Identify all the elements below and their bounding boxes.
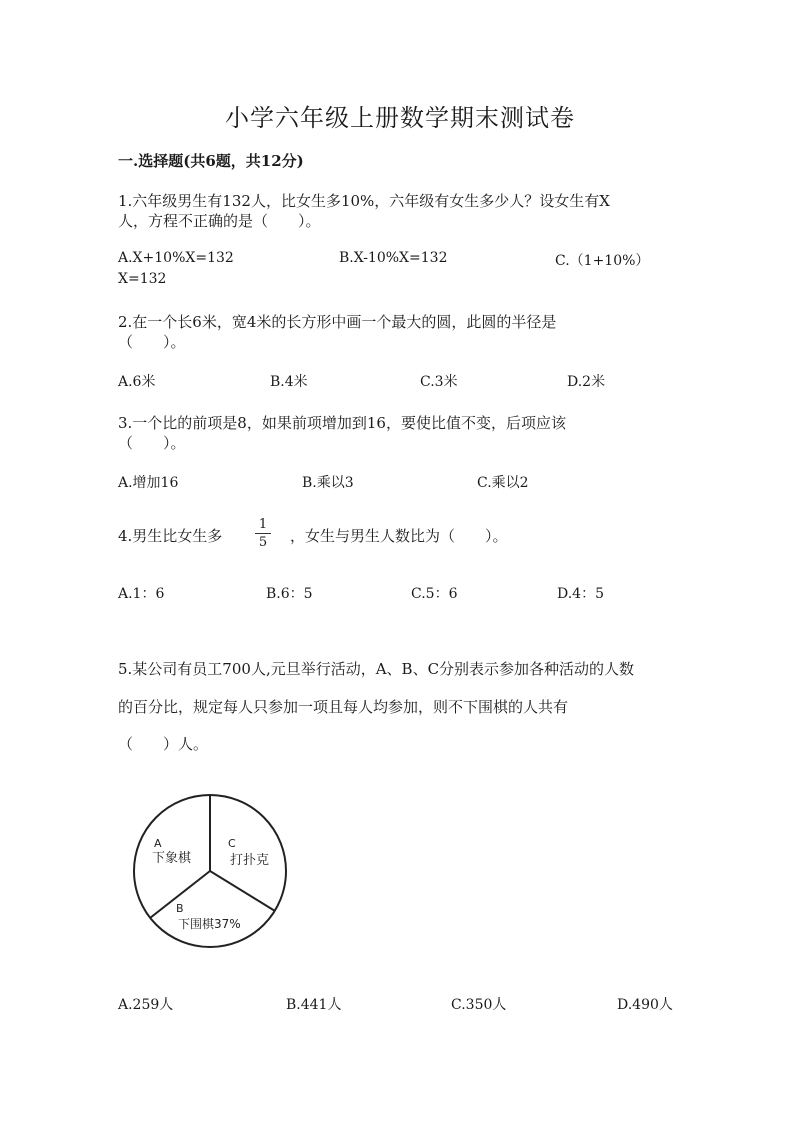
question-1-text-line1: 1.六年级男生有132人，比女生多10%，六年级有女生多少人？设女生有X <box>118 192 610 210</box>
pie-b-letter: B <box>176 902 184 915</box>
pie-b-label: 下围棋37% <box>178 917 241 931</box>
question-2-option-a[interactable]: A.6米 <box>118 374 156 390</box>
question-2-text-line1: 2.在一个长6米，宽4米的长方形中画一个最大的圆，此圆的半径是 <box>118 313 557 331</box>
question-5-option-c[interactable]: C.350人 <box>451 997 507 1013</box>
page-title: 小学六年级上册数学期末测试卷 <box>225 104 575 132</box>
question-4-option-a[interactable]: A.1：6 <box>118 586 165 602</box>
pie-a-label: 下象棋 <box>152 851 192 866</box>
fraction-denominator: 5 <box>258 535 268 550</box>
question-1-option-a[interactable]: A.X+10%X=132 <box>118 250 234 266</box>
question-1-option-c[interactable]: C.（1+10%） <box>555 253 650 269</box>
question-3-option-c[interactable]: C.乘以2 <box>477 475 529 491</box>
question-3-text-line2: （ ）。 <box>118 434 186 452</box>
fraction-bar <box>255 533 271 534</box>
question-1-option-c-continued: X=132 <box>118 271 167 287</box>
pie-divider-right <box>210 871 275 911</box>
question-4-text-after: ，女生与男生人数比为（ ）。 <box>290 527 508 545</box>
question-1-option-b[interactable]: B.X-10%X=132 <box>339 250 448 266</box>
pie-c-label: 打扑克 <box>230 853 270 868</box>
question-2-option-b[interactable]: B.4米 <box>270 374 308 390</box>
question-1-text-line2: 人，方程不正确的是（ ）。 <box>118 212 321 230</box>
question-4-option-b[interactable]: B.6：5 <box>266 586 313 602</box>
question-3-text-line1: 3.一个比的前项是8，如果前项增加到16，要使比值不变，后项应该 <box>118 414 566 432</box>
question-4-text-before: 4.男生比女生多 <box>118 527 223 545</box>
pie-a-letter: A <box>154 837 162 850</box>
question-3-option-a[interactable]: A.增加16 <box>118 475 179 491</box>
question-3-option-b[interactable]: B.乘以3 <box>302 475 354 491</box>
question-5-option-b[interactable]: B.441人 <box>286 997 342 1013</box>
fraction-numerator: 1 <box>258 517 268 532</box>
question-4-option-c[interactable]: C.5：6 <box>411 586 458 602</box>
activity-pie-chart <box>128 785 293 950</box>
question-5-text-line3: （ ）人。 <box>118 735 209 753</box>
question-5-option-d[interactable]: D.490人 <box>617 997 673 1013</box>
question-2-option-c[interactable]: C.3米 <box>420 374 458 390</box>
question-2-option-d[interactable]: D.2米 <box>567 374 606 390</box>
question-5-text-line1: 5.某公司有员工700人,元旦举行活动，A、B、C分别表示参加各种活动的人数 <box>118 660 635 678</box>
question-2-text-line2: （ ）。 <box>118 333 186 351</box>
pie-c-letter: C <box>228 837 236 850</box>
question-5-option-a[interactable]: A.259人 <box>118 997 174 1013</box>
question-5-text-line2: 的百分比，规定每人只参加一项且每人均参加，则不下围棋的人共有 <box>118 698 569 716</box>
question-4-option-d[interactable]: D.4：5 <box>557 586 604 602</box>
section-heading: 一.选择题(共6题，共12分) <box>118 152 304 170</box>
fraction-one-fifth <box>255 517 271 550</box>
